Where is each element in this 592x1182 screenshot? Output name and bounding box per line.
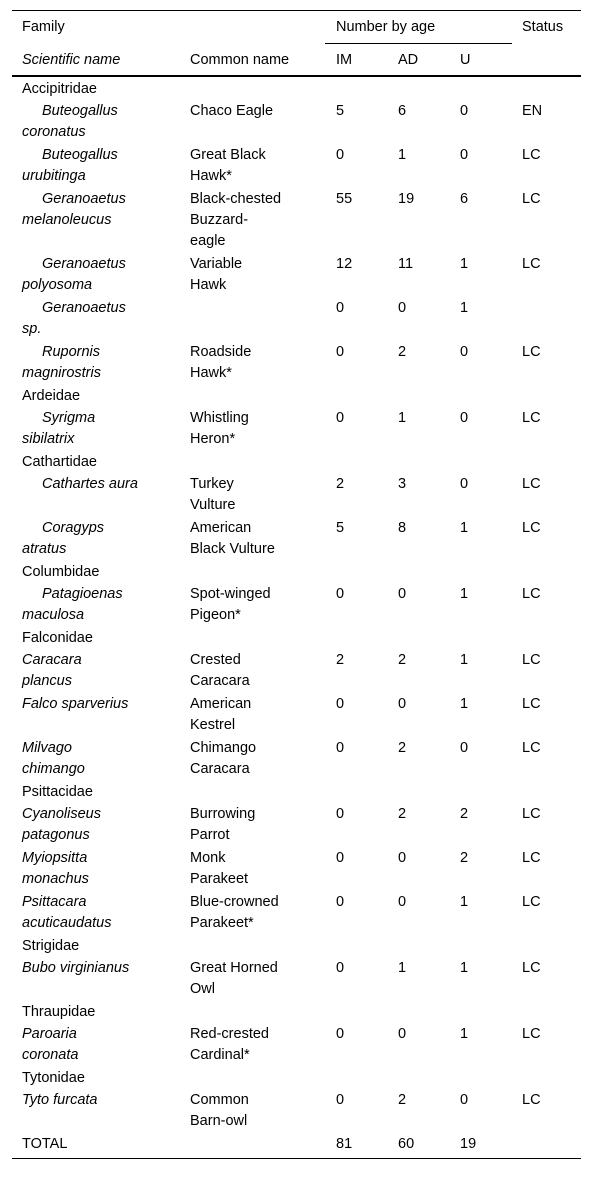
header-im: IM xyxy=(336,52,353,68)
count-ad: 0 xyxy=(398,894,407,910)
common-name: Parakeet* xyxy=(190,915,254,931)
header-bottom-rule xyxy=(12,75,581,77)
total-im: 81 xyxy=(336,1136,353,1152)
count-u: 0 xyxy=(460,147,469,163)
family-name: Accipitridae xyxy=(22,81,97,97)
scientific-name: melanoleucus xyxy=(22,212,112,228)
scientific-name: sibilatrix xyxy=(22,431,75,447)
total-label: TOTAL xyxy=(22,1136,68,1152)
scientific-name: urubitinga xyxy=(22,168,86,184)
scientific-name: Milvago xyxy=(22,740,72,756)
common-name: American xyxy=(190,696,252,712)
status-badge: EN xyxy=(522,103,543,119)
scientific-name: acuticaudatus xyxy=(22,915,112,931)
common-name: American xyxy=(190,520,252,536)
count-ad: 11 xyxy=(398,256,414,272)
status-badge: LC xyxy=(522,1026,541,1042)
header-common-name: Common name xyxy=(190,52,290,68)
count-u: 1 xyxy=(460,652,469,668)
count-u: 2 xyxy=(460,806,469,822)
common-name: Vulture xyxy=(190,497,236,513)
count-ad: 2 xyxy=(398,652,407,668)
common-name: Common xyxy=(190,1092,249,1108)
scientific-name: patagonus xyxy=(22,827,90,843)
header-u: U xyxy=(460,52,471,68)
common-name: Monk xyxy=(190,850,226,866)
count-u: 2 xyxy=(460,850,469,866)
count-u: 1 xyxy=(460,586,469,602)
count-im: 0 xyxy=(336,1092,345,1108)
common-name: Cardinal* xyxy=(190,1047,250,1063)
common-name: Hawk xyxy=(190,277,227,293)
count-im: 2 xyxy=(336,652,345,668)
count-im: 0 xyxy=(336,147,345,163)
scientific-name: Psittacara xyxy=(22,894,87,910)
common-name: Chimango xyxy=(190,740,257,756)
common-name: Buzzard- xyxy=(190,212,249,228)
scientific-name: plancus xyxy=(22,673,72,689)
scientific-name: coronata xyxy=(22,1047,79,1063)
count-ad: 8 xyxy=(398,520,407,536)
status-badge: LC xyxy=(522,740,541,756)
count-u: 1 xyxy=(460,1026,469,1042)
common-name: Parakeet xyxy=(190,871,249,887)
count-im: 0 xyxy=(336,344,345,360)
scientific-name: magnirostris xyxy=(22,365,101,381)
common-name: Crested xyxy=(190,652,241,668)
scientific-name: Geranoaetus xyxy=(42,300,126,316)
count-im: 0 xyxy=(336,696,345,712)
count-im: 0 xyxy=(336,1026,345,1042)
common-name: Chaco Eagle xyxy=(190,103,274,119)
common-name: Hawk* xyxy=(190,365,232,381)
scientific-name: Myiopsitta xyxy=(22,850,88,866)
family-name: Ardeidae xyxy=(22,388,81,404)
scientific-name: Rupornis xyxy=(42,344,101,360)
count-u: 1 xyxy=(460,256,469,272)
table-bottom-rule xyxy=(12,1158,581,1159)
scientific-name: Patagioenas xyxy=(42,586,123,602)
common-name: Kestrel xyxy=(190,717,236,733)
scientific-name: sp. xyxy=(22,321,42,337)
count-im: 0 xyxy=(336,300,345,316)
count-im: 55 xyxy=(336,191,353,207)
header-family: Family xyxy=(22,19,65,35)
count-ad: 1 xyxy=(398,410,407,426)
count-im: 2 xyxy=(336,476,345,492)
common-name: Great Black xyxy=(190,147,266,163)
status-badge: LC xyxy=(522,410,541,426)
scientific-name: Bubo virginianus xyxy=(22,960,130,976)
common-name: Hawk* xyxy=(190,168,232,184)
common-name: Black Vulture xyxy=(190,541,275,557)
common-name: Blue-crowned xyxy=(190,894,279,910)
scientific-name: polyosoma xyxy=(22,277,93,293)
header-status: Status xyxy=(522,19,564,35)
count-im: 5 xyxy=(336,520,345,536)
count-im: 12 xyxy=(336,256,353,272)
common-name: Parrot xyxy=(190,827,230,843)
count-ad: 2 xyxy=(398,806,407,822)
count-u: 1 xyxy=(460,894,469,910)
count-u: 0 xyxy=(460,344,469,360)
family-name: Psittacidae xyxy=(22,784,93,800)
family-name: Columbidae xyxy=(22,564,100,580)
scientific-name: coronatus xyxy=(22,124,86,140)
count-im: 0 xyxy=(336,740,345,756)
scientific-name: Caracara xyxy=(22,652,82,668)
common-name: Pigeon* xyxy=(190,607,241,623)
common-name: Heron* xyxy=(190,431,236,447)
scientific-name: atratus xyxy=(22,541,67,557)
scientific-name: Paroaria xyxy=(22,1026,77,1042)
status-badge: LC xyxy=(522,894,541,910)
count-im: 0 xyxy=(336,850,345,866)
total-ad: 60 xyxy=(398,1136,415,1152)
scientific-name: Coragyps xyxy=(42,520,105,536)
status-badge: LC xyxy=(522,652,541,668)
scientific-name: monachus xyxy=(22,871,89,887)
common-name: Whistling xyxy=(190,410,249,426)
count-ad: 0 xyxy=(398,850,407,866)
common-name: Spot-winged xyxy=(190,586,271,602)
family-name: Falconidae xyxy=(22,630,93,646)
common-name: Turkey xyxy=(190,476,234,492)
common-name: Black-chested xyxy=(190,191,282,207)
common-name: Owl xyxy=(190,981,215,997)
count-u: 0 xyxy=(460,476,469,492)
scientific-name: Tyto furcata xyxy=(22,1092,98,1108)
status-badge: LC xyxy=(522,520,541,536)
scientific-name: Cyanoliseus xyxy=(22,806,101,822)
count-ad: 0 xyxy=(398,300,407,316)
scientific-name: Cathartes aura xyxy=(42,476,138,492)
family-name: Strigidae xyxy=(22,938,80,954)
count-u: 0 xyxy=(460,1092,469,1108)
count-u: 6 xyxy=(460,191,469,207)
scientific-name: Geranoaetus xyxy=(42,191,126,207)
count-u: 1 xyxy=(460,696,469,712)
header-scientific-name: Scientific name xyxy=(22,52,121,68)
count-u: 1 xyxy=(460,960,469,976)
common-name: Barn-owl xyxy=(190,1113,248,1129)
count-im: 0 xyxy=(336,410,345,426)
count-im: 0 xyxy=(336,586,345,602)
count-u: 0 xyxy=(460,740,469,756)
status-badge: LC xyxy=(522,586,541,602)
scientific-name: Falco sparverius xyxy=(22,696,129,712)
status-badge: LC xyxy=(522,1092,541,1108)
count-ad: 0 xyxy=(398,1026,407,1042)
status-badge: LC xyxy=(522,256,541,272)
common-name: Variable xyxy=(190,256,243,272)
count-u: 1 xyxy=(460,520,469,536)
scientific-name: maculosa xyxy=(22,607,85,623)
scientific-name: Syrigma xyxy=(42,410,96,426)
count-ad: 0 xyxy=(398,696,407,712)
count-ad: 1 xyxy=(398,147,407,163)
count-ad: 2 xyxy=(398,344,407,360)
status-badge: LC xyxy=(522,960,541,976)
family-name: Cathartidae xyxy=(22,454,97,470)
scientific-name: chimango xyxy=(22,761,85,777)
status-badge: LC xyxy=(522,147,541,163)
table-top-rule xyxy=(12,10,581,11)
common-name: Red-crested xyxy=(190,1026,269,1042)
count-im: 0 xyxy=(336,894,345,910)
scientific-name: Geranoaetus xyxy=(42,256,126,272)
common-name: Caracara xyxy=(190,761,250,777)
common-name: Great Horned xyxy=(190,960,278,976)
count-u: 0 xyxy=(460,103,469,119)
common-name: Burrowing xyxy=(190,806,256,822)
family-name: Thraupidae xyxy=(22,1004,96,1020)
status-badge: LC xyxy=(522,850,541,866)
header-number-by-age: Number by age xyxy=(336,19,436,35)
age-group-rule xyxy=(325,43,512,44)
count-ad: 19 xyxy=(398,191,415,207)
scientific-name: Buteogallus xyxy=(42,147,118,163)
family-name: Tytonidae xyxy=(22,1070,85,1086)
common-name: Caracara xyxy=(190,673,250,689)
common-name: Roadside xyxy=(190,344,252,360)
status-badge: LC xyxy=(522,476,541,492)
status-badge: LC xyxy=(522,344,541,360)
count-ad: 1 xyxy=(398,960,407,976)
status-badge: LC xyxy=(522,806,541,822)
count-im: 0 xyxy=(336,806,345,822)
scientific-name: Buteogallus xyxy=(42,103,118,119)
count-ad: 3 xyxy=(398,476,407,492)
count-u: 0 xyxy=(460,410,469,426)
count-im: 0 xyxy=(336,960,345,976)
status-badge: LC xyxy=(522,191,541,207)
total-u: 19 xyxy=(460,1136,477,1152)
common-name: eagle xyxy=(190,233,226,249)
count-ad: 0 xyxy=(398,586,407,602)
header-ad: AD xyxy=(398,52,419,68)
count-im: 5 xyxy=(336,103,345,119)
status-badge: LC xyxy=(522,696,541,712)
count-ad: 2 xyxy=(398,740,407,756)
count-ad: 2 xyxy=(398,1092,407,1108)
count-ad: 6 xyxy=(398,103,407,119)
count-u: 1 xyxy=(460,300,469,316)
